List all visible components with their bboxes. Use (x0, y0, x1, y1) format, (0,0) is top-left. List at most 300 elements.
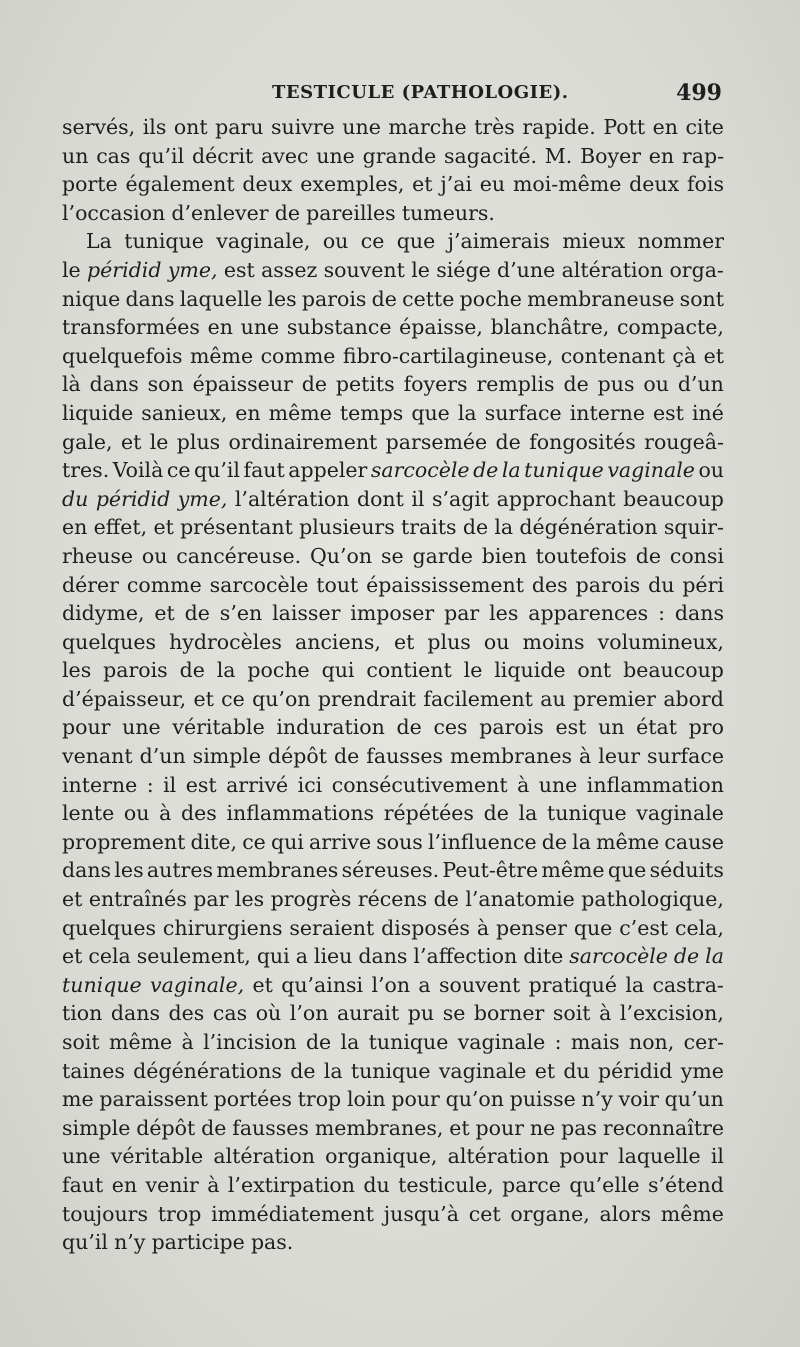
word: laquelle (618, 1144, 701, 1169)
word: du (648, 572, 675, 597)
word: consécutivement (331, 772, 508, 797)
word: n’y (581, 1087, 613, 1112)
text-line (62, 713, 724, 742)
word: vaginale, (150, 972, 245, 997)
word: premier (573, 686, 656, 711)
word: la (494, 515, 514, 540)
word: même (660, 1201, 724, 1226)
text-line (62, 456, 724, 485)
text-line (62, 885, 724, 914)
word: s’agit (431, 486, 490, 511)
word: laisser (272, 601, 341, 626)
text-line (62, 142, 724, 171)
word: pu (407, 1001, 435, 1026)
word: simple (192, 744, 261, 769)
word: toutefois (535, 543, 627, 568)
text-line (62, 799, 724, 828)
word: nommer (637, 229, 724, 254)
word: péridid (95, 486, 171, 511)
word: que (396, 229, 436, 254)
text-line (62, 1200, 724, 1229)
word: dite (523, 944, 564, 969)
word: dans (110, 1001, 160, 1026)
word: et (252, 972, 273, 997)
text-line (62, 256, 724, 285)
word: sagacité. (444, 143, 538, 168)
word: qu’un (664, 1087, 724, 1112)
word: soit (62, 1030, 100, 1054)
word: membraneuse (527, 286, 675, 311)
word: ces (433, 715, 468, 740)
word: organique, (325, 1144, 438, 1169)
word: état (636, 715, 677, 740)
text-line (62, 285, 724, 314)
word: à (159, 801, 172, 826)
word: dans (358, 944, 408, 969)
word: Pott (603, 115, 646, 139)
word: approchant (496, 486, 616, 511)
word: chirurgiens (162, 915, 283, 940)
word: substance (286, 315, 392, 340)
word: n’y (114, 1230, 146, 1255)
word: un (598, 715, 625, 740)
word: ici (297, 772, 323, 797)
body-text (62, 113, 724, 1257)
word: ce (360, 229, 385, 254)
word: cite (685, 115, 724, 139)
word: tunique (524, 458, 604, 483)
word: a (418, 972, 431, 997)
word: présentant (180, 515, 293, 540)
word: la (572, 829, 591, 854)
word: bien (481, 543, 527, 568)
word: une (538, 772, 578, 797)
word: pour (62, 715, 111, 740)
word: çà (672, 343, 697, 368)
word: de (396, 715, 422, 740)
word: beaucoup (623, 486, 724, 511)
word: mais (570, 1030, 620, 1054)
word: la (323, 1058, 343, 1083)
word: de (371, 286, 397, 311)
word: qu’il (138, 143, 185, 168)
word: dépôt (268, 744, 327, 769)
word: liquide (62, 400, 134, 425)
word: ou (698, 458, 724, 483)
word: l’excision, (619, 1001, 724, 1026)
word: lieu (313, 944, 353, 969)
word: en (652, 115, 678, 139)
word: rougeâ- (644, 429, 724, 454)
word: pour (475, 1115, 524, 1140)
word: récens (357, 887, 428, 912)
word: sarcocèle (569, 944, 668, 969)
word: M. (544, 143, 573, 168)
word: que (573, 915, 613, 940)
word: blanchâtre, (490, 315, 610, 340)
word: arrive (309, 829, 372, 854)
word: nique (62, 286, 121, 311)
word: est (223, 257, 255, 282)
word: l’affection (413, 944, 518, 969)
word: de (290, 1058, 316, 1083)
word: lente (62, 801, 115, 826)
word: et (703, 343, 724, 368)
word: quelques (62, 915, 156, 940)
word: altération (213, 1144, 315, 1169)
word: induration (276, 715, 385, 740)
word: vaginale (438, 1058, 527, 1083)
text-line (62, 771, 724, 800)
word: vaginale (457, 1030, 546, 1054)
text-line (62, 1114, 724, 1143)
word: rapide. (522, 115, 596, 139)
word: puisse (509, 1087, 576, 1112)
word: tres. (62, 458, 110, 483)
word: et (154, 601, 175, 626)
word: l’extirpation (227, 1172, 355, 1197)
word: se (380, 543, 404, 568)
word: vaginale, (216, 229, 311, 254)
word: une (62, 1144, 101, 1169)
word: la (625, 972, 645, 997)
text-line (62, 113, 724, 142)
word: trop (157, 1201, 202, 1226)
word: souvent (323, 257, 405, 282)
word: la (501, 458, 521, 483)
word: tout (316, 572, 359, 597)
word: borner (473, 1001, 545, 1026)
word: d’un (677, 372, 724, 397)
word: didyme, (62, 601, 145, 626)
text-line (62, 1171, 724, 1200)
word: sarcocèle (209, 572, 309, 597)
word: là (62, 372, 81, 397)
word: seulement, (136, 944, 251, 969)
word: parois (301, 286, 367, 311)
word: taines (62, 1058, 125, 1083)
word: du (62, 486, 89, 511)
word: et (62, 944, 83, 969)
word: la (705, 944, 724, 969)
word: plusieurs (299, 515, 395, 540)
word: même (596, 829, 660, 854)
word: le (62, 257, 81, 282)
text-line (62, 742, 724, 771)
word: à (599, 1001, 612, 1026)
word: un (62, 143, 89, 168)
word: l’on (289, 1001, 329, 1026)
word: proprement (62, 829, 186, 854)
word: ce (221, 686, 245, 711)
word: parois (103, 658, 168, 683)
word: dans (674, 601, 724, 626)
word: la (340, 1030, 360, 1054)
word: le (149, 429, 169, 454)
word: Boyer (580, 143, 642, 168)
word: les (62, 658, 92, 683)
word: péri (682, 572, 724, 597)
word: il (411, 486, 425, 511)
text-line (62, 828, 724, 857)
word: pareilles (306, 200, 396, 225)
word: et (449, 1115, 470, 1140)
word: tunique (350, 1058, 431, 1083)
word: organe, (510, 1201, 590, 1226)
word: même (268, 400, 332, 425)
word: de (305, 1030, 332, 1054)
word: l’on (371, 972, 411, 997)
word: volumineux, (597, 629, 724, 654)
word: fois (686, 172, 724, 197)
word: tunique (368, 1030, 449, 1054)
word: membranes (216, 858, 339, 883)
word: compacte, (616, 315, 724, 340)
word: s’étend (648, 1172, 724, 1197)
word: les (489, 601, 519, 626)
word: le (411, 257, 430, 282)
word: péridid (87, 257, 162, 282)
word: décrit (191, 143, 254, 168)
word: l’anatomie (465, 887, 575, 912)
word: interne (569, 400, 645, 425)
word: en (235, 400, 261, 425)
word: répétées (383, 801, 474, 826)
word: a (295, 944, 308, 969)
word: paraissent (99, 1087, 208, 1112)
word: entraînés (88, 887, 187, 912)
word: c’est (619, 915, 669, 940)
word: progrès (270, 887, 352, 912)
word: altération (561, 257, 664, 282)
word: consi (669, 543, 724, 568)
word: souvent (439, 972, 521, 997)
word: des (168, 1001, 205, 1026)
word: gale, (62, 429, 113, 454)
word: tunique (124, 229, 204, 254)
word: les (267, 286, 297, 311)
word: à (579, 744, 592, 769)
word: et (120, 429, 142, 454)
word: pas (561, 1115, 597, 1140)
word: s’en (219, 601, 263, 626)
word: inflammations (226, 801, 375, 826)
word: à (476, 915, 490, 940)
word: voir (618, 1087, 659, 1112)
word: son (147, 372, 184, 397)
word: cas (96, 143, 131, 168)
word: alors (599, 1201, 651, 1226)
word: tunique (546, 801, 627, 826)
word: par (444, 601, 480, 626)
word: sarcocèle (370, 458, 470, 483)
word: imposer (350, 601, 435, 626)
word: garde (412, 543, 473, 568)
word: épaisseur (192, 372, 293, 397)
word: du (363, 1172, 390, 1197)
word: non, (629, 1030, 675, 1054)
word: marche (388, 115, 467, 139)
word: péridid (598, 1058, 673, 1083)
text-line (62, 313, 724, 342)
word: trop (297, 1087, 342, 1112)
word: d’un (139, 744, 186, 769)
word: disposés (381, 915, 470, 940)
word: ce (242, 829, 266, 854)
word: est (555, 715, 587, 740)
word: parce (502, 1172, 561, 1197)
word: les (114, 858, 144, 883)
word: assez (261, 257, 318, 282)
word: rap- (681, 143, 724, 168)
word: de (563, 372, 589, 397)
word: paru (215, 115, 264, 139)
word: et (412, 172, 433, 197)
word: pus (597, 372, 635, 397)
word: soit (552, 1001, 591, 1026)
word: aurait (336, 1001, 400, 1026)
text-line (62, 1228, 724, 1257)
word: il (710, 1144, 724, 1169)
word: dans (62, 858, 112, 883)
word: qu’on (252, 686, 311, 711)
page-number: 499 (676, 80, 722, 106)
word: tumeurs. (401, 200, 495, 225)
word: pour (559, 1144, 608, 1169)
word: dite, (190, 829, 238, 854)
word: inflammation (586, 772, 724, 797)
word: tion (62, 1001, 103, 1026)
word: dans (125, 286, 175, 311)
word: comme (260, 343, 336, 368)
word: avec (261, 143, 309, 168)
word: beaucoup (623, 658, 724, 683)
word: plus (427, 629, 471, 654)
word: ou (322, 229, 349, 254)
word: grande (362, 143, 437, 168)
word: de (635, 543, 661, 568)
word: cer- (683, 1030, 724, 1054)
word: de (541, 829, 568, 854)
word: dans (89, 372, 139, 397)
word: se (442, 1001, 466, 1026)
page-header (62, 78, 722, 110)
word: qu’il (194, 458, 240, 483)
word: en (111, 1172, 138, 1197)
word: est (185, 772, 217, 797)
word: au (540, 686, 566, 711)
text-line (62, 685, 724, 714)
word: de (673, 944, 700, 969)
word: : (554, 1030, 562, 1054)
word: à (517, 772, 530, 797)
word: Voilà (112, 458, 164, 483)
word: quelquefois (62, 343, 183, 368)
word: et (534, 1058, 556, 1083)
word: de (334, 744, 360, 769)
word: en (648, 143, 675, 168)
text-line (62, 571, 724, 600)
word: l’influence (427, 829, 537, 854)
word: l’occasion (62, 200, 166, 225)
word: parois (479, 715, 544, 740)
word: une (316, 143, 355, 168)
word: qu’ainsi (281, 972, 364, 997)
word: exemples, (300, 172, 405, 197)
word: par (193, 887, 229, 912)
word: foyers (403, 372, 468, 397)
word: de (201, 1115, 227, 1140)
word: l’incision (203, 1030, 297, 1054)
word: une (240, 315, 280, 340)
word: de (495, 429, 521, 454)
word: anciens, (295, 629, 381, 654)
word: très (474, 115, 515, 139)
word: la (518, 801, 538, 826)
word: des (531, 572, 568, 597)
word: squir- (663, 515, 724, 540)
word: prendrait (317, 686, 417, 711)
word: même (541, 858, 605, 883)
text-line (62, 399, 724, 428)
word: d’une (497, 257, 556, 282)
word: apparences (528, 601, 649, 626)
text-line (62, 199, 724, 228)
text-line (62, 971, 724, 1000)
word: iné (691, 400, 724, 425)
word: vaginale (636, 801, 724, 826)
word: autres (146, 858, 214, 883)
text-line (62, 485, 724, 514)
word: poche (459, 286, 522, 311)
word: cela, (675, 915, 724, 940)
word: jusqu’à (383, 1201, 459, 1226)
word: et (193, 686, 214, 711)
word: rheuse (62, 543, 133, 568)
word: du (563, 1058, 590, 1083)
word: pas. (250, 1230, 294, 1255)
word: poche (247, 658, 310, 683)
running-head: TESTICULE (PATHOLOGIE). (272, 82, 569, 103)
word: j’aimerais (447, 229, 550, 254)
word: siége (436, 257, 491, 282)
word: cet (468, 1201, 501, 1226)
word: faut (62, 1172, 104, 1197)
word: facilement (423, 686, 533, 711)
word: Peut-être (442, 858, 539, 883)
text-line (62, 370, 724, 399)
word: yme (680, 1058, 724, 1083)
word: suivre (271, 115, 335, 139)
word: sanieux, (141, 400, 228, 425)
word: parois (575, 572, 641, 597)
word: dégénération (519, 515, 658, 540)
word: de (179, 658, 205, 683)
word: tunique (62, 972, 142, 997)
word: orga- (669, 257, 724, 282)
text-line (62, 342, 724, 371)
word: ne (529, 1115, 556, 1140)
word: et (393, 629, 415, 654)
word: petits (335, 372, 395, 397)
word: en (62, 515, 88, 540)
text-line (62, 1057, 724, 1086)
word: remplis (476, 372, 555, 397)
word: laquelle (179, 286, 263, 311)
text-line (62, 628, 724, 657)
word: immédiatement (211, 1201, 374, 1226)
word: abord (663, 686, 724, 711)
